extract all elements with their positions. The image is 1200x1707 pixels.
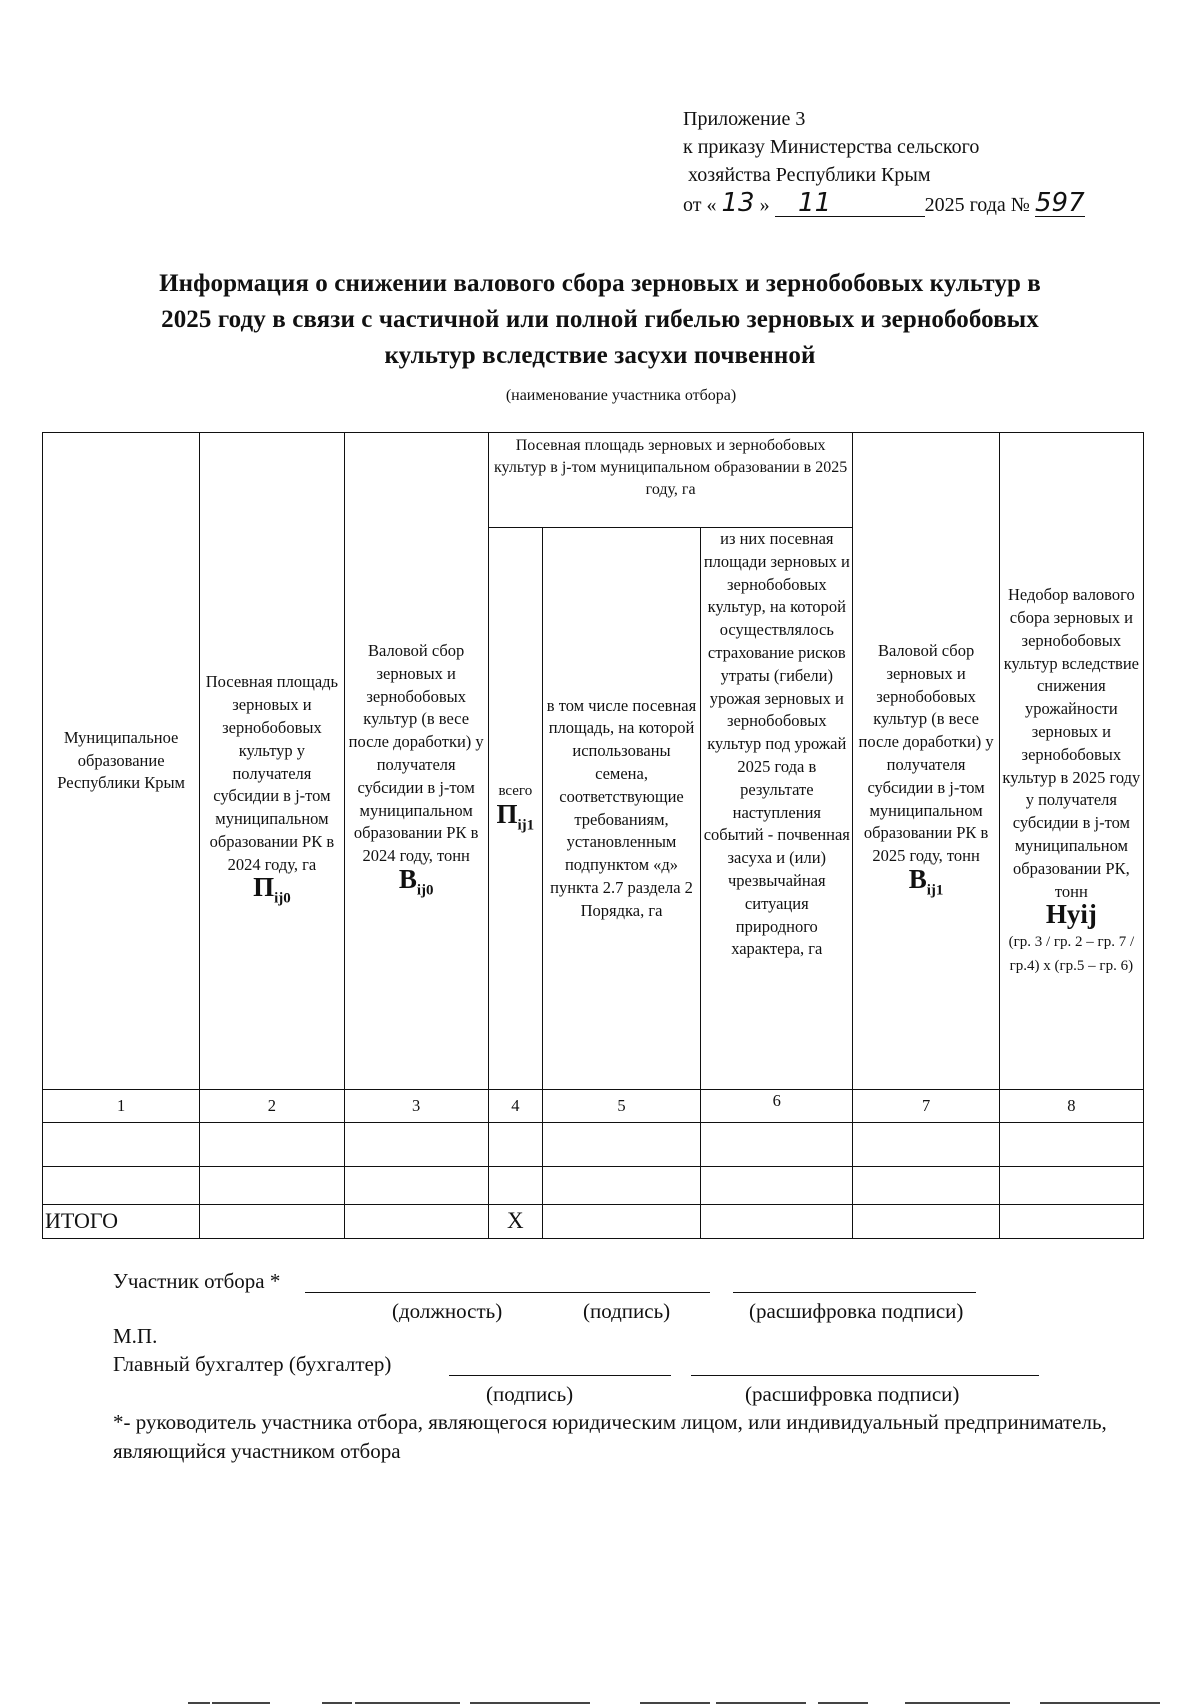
document-title: Информация о снижении валового сбора зерновых и зернобобовых культур в 2025 году в связи с частичной или полной гибелью зерновых и зернобобовых культур вследствие засухи почвенной	[159, 270, 1041, 369]
appendix-date-line: от « 13 » 11 2025 года № 597	[683, 188, 1085, 218]
header-harvest-2024: Валовой сбор зерновых и зернобобовых культур (в весе после доработки) у получателя субсидии в j-том муниципальном образовании РК в 2024 году, тонн $В_{ij0}$	[344, 433, 488, 1090]
symbol-nuij: Нуij	[1045, 899, 1097, 930]
table-cell[interactable]	[200, 1167, 344, 1205]
table-cell[interactable]	[701, 1123, 853, 1167]
header-area-certified-seeds: в том числе посевная площадь, на которой использованы семена, соответствующие требованиям, установленным подпунктом «д» пункта 2.7 раздела 2 Порядка, га	[542, 528, 700, 1090]
table-cell[interactable]	[344, 1167, 488, 1205]
order-month-field	[775, 188, 925, 218]
column-number-row: 1 2 3 4 5 6 7 8	[43, 1090, 1144, 1123]
table-row	[43, 1123, 1144, 1167]
total-label: ИТОГО	[43, 1205, 200, 1239]
total-row	[43, 1205, 1144, 1239]
accountant-decode-line[interactable]	[691, 1375, 1039, 1376]
position-caption: (должность)	[392, 1299, 503, 1323]
accountant-signature-caption: (подпись)	[486, 1382, 574, 1406]
appendix-line-2: к приказу Министерства сельского	[683, 136, 980, 158]
scan-artifact	[322, 1702, 352, 1704]
header-area-insured: из них посевная площади зерновых и зернобобовых культур, на которой осуществлялось страхование рисков утраты (гибели) урожая зерновых и зернобобовых культур под урожай 2025 года в результате наступления событий - почвенная засуха и (или) чрезвычайная ситуация природного характера, га	[701, 528, 853, 1090]
table-cell[interactable]	[853, 1167, 999, 1205]
appendix-block	[683, 105, 1143, 219]
accountant-signature-line[interactable]	[449, 1375, 671, 1376]
order-day: 13	[721, 188, 755, 218]
table-cell[interactable]	[999, 1123, 1143, 1167]
accountant-label: Главный бухгалтер (бухгалтер)	[113, 1352, 392, 1376]
signature-caption: (подпись)	[583, 1299, 671, 1323]
scan-artifact	[818, 1702, 868, 1704]
table-cell[interactable]	[999, 1167, 1143, 1205]
symbol-p-ij1: $П_{ij1}$	[496, 798, 535, 834]
table-cell[interactable]	[853, 1123, 999, 1167]
header-municipality: Муниципальное образование Республики Крым	[43, 433, 200, 1090]
order-number-field	[1035, 188, 1085, 218]
scan-artifact	[470, 1702, 590, 1704]
table-cell[interactable]	[43, 1167, 200, 1205]
total-x-mark: Х	[488, 1205, 542, 1239]
table-cell[interactable]	[200, 1205, 344, 1239]
scan-artifact	[188, 1702, 210, 1704]
table-cell[interactable]	[200, 1123, 344, 1167]
footnote: *- руководитель участника отбора, являющегося юридическим лицом, или индивидуальный предприниматель, являющийся участником отбора	[113, 1410, 1107, 1463]
table-cell[interactable]	[344, 1123, 488, 1167]
table-cell[interactable]	[488, 1123, 542, 1167]
table-cell[interactable]	[999, 1205, 1143, 1239]
symbol-v-ij0: $В_{ij0}$	[398, 863, 434, 899]
scan-artifact	[1040, 1702, 1160, 1704]
table-cell[interactable]	[542, 1205, 700, 1239]
scan-artifact	[355, 1702, 460, 1704]
scan-artifact	[905, 1702, 1010, 1704]
table-cell[interactable]	[542, 1167, 700, 1205]
scan-artifact	[716, 1702, 806, 1704]
symbol-p-ij0: $П_{ij0}$	[253, 872, 291, 907]
table-cell[interactable]	[542, 1123, 700, 1167]
header-area-2025-group: Посевная площадь зерновых и зернобобовых культур в j-том муниципальном образовании в 2025 году, га	[488, 433, 853, 528]
table-cell[interactable]	[43, 1123, 200, 1167]
participant-decode-line[interactable]	[733, 1292, 976, 1293]
header-area-total: всегоП$_{ij1}$	[488, 528, 542, 1090]
shortfall-formula: (гр. 3 / гр. 2 – гр. 7 / гр.4) х (гр.5 – гр. 6)	[1008, 934, 1135, 974]
table-cell[interactable]	[701, 1205, 853, 1239]
table-cell[interactable]	[853, 1205, 999, 1239]
header-area-2024: Посевная площадь зерновых и зернобобовых культур у получателя субсидии в j-том муниципальном образовании РК в 2024 году, га $П_{ij0}$	[200, 433, 344, 1090]
decode-caption: (расшифровка подписи)	[749, 1299, 964, 1323]
appendix-line-3: хозяйства Республики Крым	[688, 164, 931, 186]
scan-artifact	[640, 1702, 710, 1704]
table-cell[interactable]	[344, 1205, 488, 1239]
participant-label: Участник отбора *	[113, 1269, 281, 1293]
stamp-mark: М.П.	[113, 1324, 158, 1348]
header-harvest-2025: Валовой сбор зерновых и зернобобовых культур (в весе после доработки) у получателя субсидии в j-том муниципальном образовании РК в 2025 году, тонн $В_{ij1}$	[853, 433, 999, 1090]
appendix-line-1: Приложение 3	[683, 108, 806, 130]
scan-artifact	[212, 1702, 270, 1704]
order-number: 597	[1035, 188, 1085, 218]
order-month: 11	[798, 188, 832, 218]
participant-name-caption: (наименование участника отбора)	[505, 387, 737, 404]
accountant-decode-caption: (расшифровка подписи)	[745, 1382, 960, 1406]
table-cell[interactable]	[701, 1167, 853, 1205]
table-cell[interactable]	[488, 1167, 542, 1205]
participant-position-line[interactable]	[305, 1292, 710, 1293]
table-row	[43, 1167, 1144, 1205]
header-shortfall: Недобор валового сбора зерновых и зернобобовых культур вследствие снижения урожайности зерновых и зернобобовых культур в 2025 году у получателя субсидии в j-том муниципальном образовании РК, тонн Нуij (гр. 3 / гр. 2 – гр. 7 / гр.4) х (гр.5 – гр. 6)	[999, 433, 1143, 1090]
harvest-shortfall-table	[42, 432, 1144, 1239]
symbol-v-ij1: $В_{ij1}$	[908, 863, 944, 899]
